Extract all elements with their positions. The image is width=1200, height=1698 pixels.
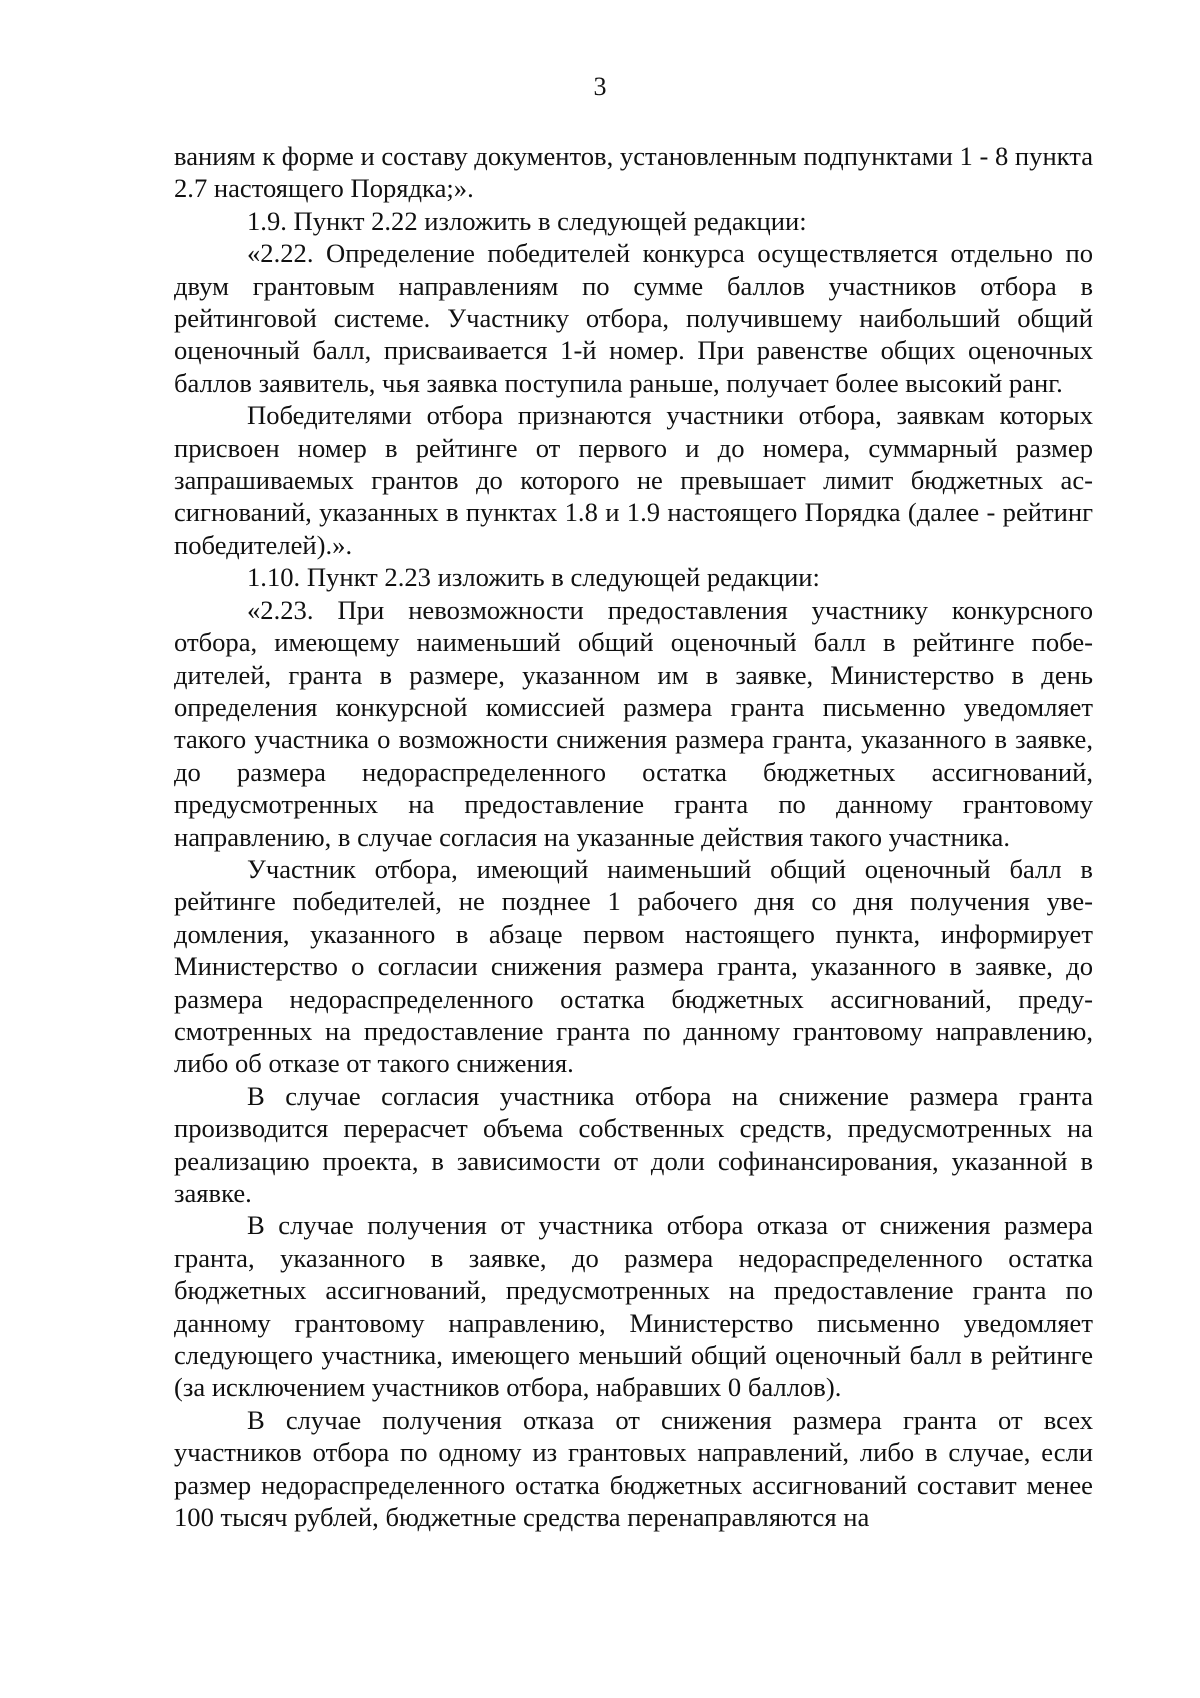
paragraph-6: «2.23. При невозможности предоставления участнику конкурсного отбора, имеющему наименьший общий оценочный балл в рейтинге победителей, гранта в размере, указанном им в заявке, Министерство в день определения конкурсной комиссией размера гранта письменно уведомляет такого участника о возможности снижения размера гранта, указанного в заявке, до размера недораспределенного остатка бюджетных ассигнований, предусмотренных на предоставление гранта по данному грантовому направлению, в случае согласия на указанные действия такого участника. — [174, 594, 1093, 852]
paragraph-1: ваниям к форме и составу документов, установленным подпунктами 1 - 8 пункта 2.7 настоящего Порядка;». — [174, 141, 1093, 204]
page-number: 3 — [593, 72, 607, 101]
paragraph-9: В случае получения от участника отбора отказа от снижения размера гранта, указанного в заявке, до размера недораспределенного остатка бюджетных ассигнований, предусмотренных на предоставление гранта по данному грантовому направлению, Министерство письменно уведомляет следующего участника, имеющего меньший общий оценочный балл в рейтинге (за исключением участников отбора, набравших 0 баллов). — [174, 1210, 1093, 1403]
paragraph-8: В случае согласия участника отбора на снижение размера гранта производится перерасчет объема собственных средств, предусмотренных на реализацию проекта, в зависимости от доли софинансирования, указанной в заявке. — [174, 1080, 1093, 1208]
paragraph-10: В случае получения отказа от снижения размера гранта от всех участников отбора по одному из грантовых направлений, либо в случае, если размер недораспределенного остатка бюджетных ассигнований составит менее 100 тысяч рублей, бюджетные средства перенаправляются на — [174, 1404, 1093, 1533]
paragraph-5: 1.10. Пункт 2.23 изложить в следующей редакции: — [247, 562, 820, 593]
document-body — [174, 140, 1093, 1533]
paragraph-2: 1.9. Пункт 2.22 изложить в следующей редакции: — [247, 205, 807, 236]
paragraph-4: Победителями отбора признаются участники отбора, заявкам которых присвоен номер в рейтинге от первого и до номера, суммарный размер запрашиваемых грантов до которого не превышает лимит бюджетных ассигнований, указанных в пунктах 1.8 и 1.9 настоящего Порядка (далее - рейтинг победителей).». — [174, 400, 1093, 560]
paragraph-3: «2.22. Определение победителей конкурса осуществляется отдельно по двум грантовым направлениям по сумме баллов участников отбора в рейтинговой системе. Участнику отбора, получившему наибольший общий оценочный балл, присваивается 1-й номер. При равенстве общих оценочных баллов заявитель, чья заявка поступила раньше, получает более высокий ранг. — [174, 238, 1093, 398]
paragraph-7: Участник отбора, имеющий наименьший общий оценочный балл в рейтинге победителей, не позднее 1 рабочего дня со дня получения уведомления, указанного в абзаце первом настоящего пункта, информирует Министерство о согласии снижения размера гранта, указанного в заявке, до размера недораспределенного остатка бюджетных ассигнований, предусмотренных на предоставление гранта по данному грантовому направлению, либо об отказе от такого снижения. — [174, 853, 1093, 1079]
